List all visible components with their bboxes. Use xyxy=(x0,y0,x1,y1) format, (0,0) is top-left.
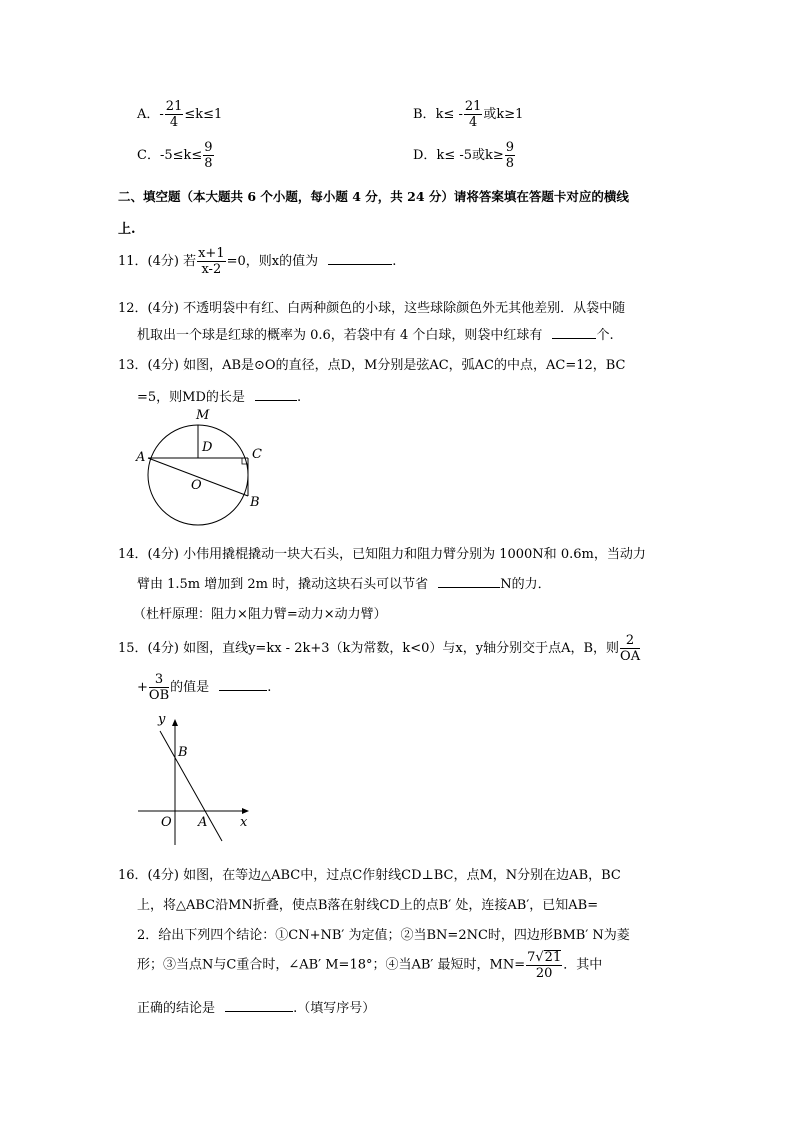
q13-line2 xyxy=(137,386,301,405)
label-b: B xyxy=(178,745,188,760)
option-c-pre: -5≤k≤ xyxy=(159,148,203,163)
q14-line2a: 臂由 1.5m 增加到 2m 时，撬动这块石头可以节省 xyxy=(137,577,429,592)
label-o: O xyxy=(161,815,172,830)
q16-frac-coef: 7 xyxy=(527,950,536,965)
q16-line5b: .（填写序号） xyxy=(293,1001,376,1016)
q15-frac1-den: OA xyxy=(620,649,641,664)
option-d-label: D． xyxy=(413,148,437,163)
q11-den: x-2 xyxy=(201,262,222,277)
q15-answer-blank[interactable] xyxy=(219,680,267,691)
q16-line4 xyxy=(137,950,602,980)
label-m: M xyxy=(196,408,210,423)
q11-num: x+1 xyxy=(198,246,225,261)
q16-frac-num: 7√21 xyxy=(527,950,562,965)
option-c-den: 8 xyxy=(204,156,213,171)
option-a-neg: - xyxy=(159,107,164,122)
q16-line4a: 形；③当点N与C重合时，∠AB′ M=18°；④当AB′ 最短时，MN= xyxy=(137,957,526,973)
q15-line-graph xyxy=(136,710,256,850)
option-c xyxy=(137,141,215,170)
q14-line2 xyxy=(137,573,551,592)
q16-line3: 2．给出下列四个结论：①CN+NB′ 为定值；②当BN=2NC时，四边形BMB′ N为菱 xyxy=(137,928,630,943)
option-b-num: 21 xyxy=(464,99,482,114)
q15-frac2 xyxy=(149,673,169,702)
q16-line2: 上，将△ABC沿MN折叠，使点B落在射线CD上的点B′ 处，连接AB′，已知AB= xyxy=(137,898,599,913)
option-a-num: 21 xyxy=(165,99,183,114)
option-c-num: 9 xyxy=(204,140,213,155)
q15-line1 xyxy=(118,634,641,663)
label-x: x xyxy=(240,815,248,830)
q11-prefix: 11．(4分) 若 xyxy=(118,254,197,269)
q12-line2 xyxy=(137,324,614,343)
q15-frac1 xyxy=(620,634,640,663)
label-c: C xyxy=(252,447,262,462)
q16-frac-den: 20 xyxy=(535,966,553,981)
q11-frac xyxy=(197,247,226,276)
q14-note: （杜杆原理：阻力×阻力臂=动力×动力臂） xyxy=(133,607,387,622)
section-title: 二、填空题（本大题共 6 个小题，每小题 4 分，共 24 分）请将答案填在答题卡对应的横线 xyxy=(118,189,629,204)
option-a-frac xyxy=(165,100,184,129)
q16-line5a: 正确的结论是 xyxy=(137,1001,216,1016)
q15-plus: + xyxy=(137,680,148,695)
option-d xyxy=(413,141,516,170)
q15-frac2-den: OB xyxy=(148,688,170,703)
q16-frac-rad: 21 xyxy=(544,950,562,965)
option-d-frac xyxy=(505,141,515,170)
q16-answer-blank[interactable] xyxy=(225,1001,293,1012)
q14-answer-blank[interactable] xyxy=(438,577,500,588)
option-b-frac xyxy=(464,100,483,129)
option-b xyxy=(413,100,523,129)
option-c-frac xyxy=(203,141,213,170)
q15-frac1-num: 2 xyxy=(620,634,640,649)
q13-circle-figure xyxy=(134,405,274,533)
q16-frac xyxy=(526,950,562,980)
q15-line1-text: 15．(4分) 如图，直线y=kx - 2k+3（k为常数，k<0）与x，y轴分别交于点A，B，则 xyxy=(118,641,620,656)
option-b-den: 4 xyxy=(468,115,478,130)
option-a-label: A． xyxy=(137,107,160,122)
q13-line2a: =5，则MD的长是 xyxy=(137,390,245,405)
q12-line1: 12．(4分) 不透明袋中有红、白两种颜色的小球，这些球除颜色外无其他差别．从袋中随 xyxy=(118,301,626,316)
q12-line2b: 个. xyxy=(596,328,614,343)
label-a: A xyxy=(136,450,146,465)
q12-answer-blank[interactable] xyxy=(552,328,596,339)
q11-end: . xyxy=(392,254,397,269)
q13-line2b: . xyxy=(297,390,302,405)
q16-line4b: ．其中 xyxy=(563,957,603,973)
label-b: B xyxy=(250,495,260,510)
option-d-num: 9 xyxy=(505,140,515,155)
option-b-label: B． xyxy=(413,107,436,122)
q16-line5 xyxy=(137,997,375,1016)
option-a xyxy=(137,100,222,129)
q13-answer-blank[interactable] xyxy=(255,390,297,401)
q12-line2a: 机取出一个球是红球的概率为 0.6，若袋中有 4 个白球，则袋中红球有 xyxy=(137,328,543,343)
q14-line2b: N的力． xyxy=(500,577,551,592)
option-d-den: 8 xyxy=(505,156,515,171)
section-title-cont: 上. xyxy=(118,222,136,237)
label-o: O xyxy=(191,478,202,493)
option-a-rest: ≤k≤1 xyxy=(184,107,223,122)
label-d: D xyxy=(202,440,213,455)
label-y: y xyxy=(158,712,166,727)
option-a-den: 4 xyxy=(169,115,179,130)
option-b-rest: 或k≥1 xyxy=(483,107,524,122)
q15-end: . xyxy=(267,680,272,695)
q15-line2 xyxy=(137,673,271,702)
question-11 xyxy=(118,247,396,276)
option-d-pre: k≤ -5或k≥ xyxy=(436,148,504,163)
q15-frac2-num: 3 xyxy=(149,673,169,688)
q16-line1: 16．(4分) 如图，在等边△ABC中，过点C作射线CD⊥BC，点M，N分别在边AB，BC xyxy=(118,868,621,883)
option-c-label: C． xyxy=(137,148,160,163)
q15-line2b: 的值是 xyxy=(170,680,210,695)
option-b-pre: k≤ - xyxy=(435,107,463,122)
q13-line1: 13．(4分) 如图，AB是⊙O的直径，点D，M分别是弦AC，弧AC的中点，AC=12，BC xyxy=(118,358,626,373)
q11-answer-blank[interactable] xyxy=(328,254,392,265)
q11-suffix: =0，则x的值为 xyxy=(226,254,319,269)
label-a: A xyxy=(198,815,208,830)
q14-line1: 14．(4分) 小伟用撬棍撬动一块大石头，已知阻力和阻力臂分别为 1000N和 0.6m，当动力 xyxy=(118,547,646,562)
